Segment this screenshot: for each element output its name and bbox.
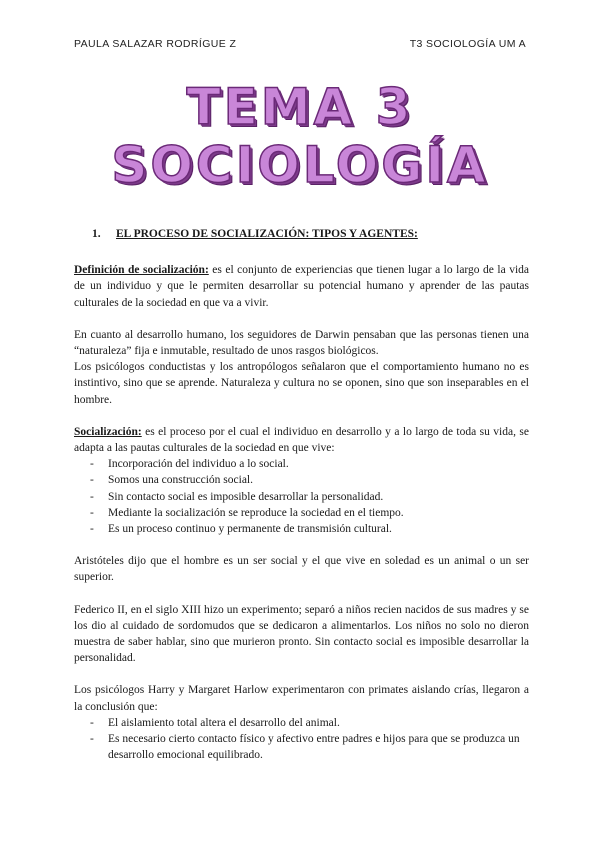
socializacion-paragraph	[74, 424, 529, 456]
list-item: - Incorporación del individuo a lo social.	[74, 456, 529, 472]
list-item: - Es necesario cierto contacto físico y afectivo entre padres e hijos para que se produzca un desarrollo emocional equilibrado.	[74, 731, 529, 763]
socializacion-text: es el proceso por el cual el individuo en desarrollo y a lo largo de toda su vida, se adapta a las pautas culturales de la sociedad en que vive:	[74, 425, 529, 455]
page-header	[74, 38, 526, 50]
section-heading	[92, 226, 529, 242]
conductistas-paragraph: Los psicólogos conductistas y los antropólogos señalaron que el comportamiento humano no es instintivo, sino que se aprende. Naturaleza y cultura no se oponen, sino que son inseparables en el hombre.	[74, 361, 529, 406]
list-item: - Sin contacto social es imposible desarrollar la personalidad.	[74, 489, 529, 505]
definition-paragraph	[74, 262, 529, 311]
darwin-paragraph: En cuanto al desarrollo humano, los seguidores de Darwin pensaban que las personas tienen una “naturaleza” fija e inmutable, resultado de unos rasgos biológicos.	[74, 328, 529, 358]
definition-term: Definición de socialización:	[74, 264, 209, 277]
list-item: - Mediante la socialización se reproduce la sociedad en el tiempo.	[74, 505, 529, 521]
socializacion-term: Socialización:	[74, 425, 142, 438]
harlow-list	[74, 715, 529, 764]
section-heading-text: EL PROCESO DE SOCIALIZACIÓN: TIPOS Y AGENTES:	[116, 228, 418, 240]
list-item: - El aislamiento total altera el desarrollo del animal.	[74, 715, 529, 731]
aristoteles-paragraph: Aristóteles dijo que el hombre es un ser social y el que vive en soledad es un animal o un ser superior.	[74, 555, 529, 584]
list-item: - Es un proceso continuo y permanente de transmisión cultural.	[74, 521, 529, 537]
harlow-paragraph: Los psicólogos Harry y Margaret Harlow experimentaron con primates aislando crías, llegaron a la conclusión que:	[74, 684, 529, 713]
page-title	[0, 78, 600, 194]
author-name: PAULA SALAZAR RODRÍGUE Z	[74, 38, 237, 50]
definition-text: es el conjunto de experiencias que tienen lugar a lo largo de la vida de un individuo y que le permiten desarrollar su potencial humano y aprender de las pautas culturales de la sociedad en que va a vivir.	[74, 264, 530, 309]
socializacion-list	[74, 456, 529, 537]
list-item: - Somos una construcción social.	[74, 472, 529, 488]
federico-paragraph: Federico II, en el siglo XIII hizo un experimento; separó a niños recien nacidos de sus madres y se los dio al cuidado de sordomudos que se dedicaron a alimentarlos. Los niños no solo no dieron muestra de saber hablar, sino que murieron pronto. Sin contacto social es imposible desarrollar la personalidad.	[74, 603, 529, 665]
section-number: 1.	[92, 228, 101, 240]
title-line-1: TEMA 3	[186, 78, 414, 136]
course-label: T3 SOCIOLOGÍA UM A	[409, 38, 526, 50]
title-line-2: SOCIOLOGÍA	[111, 136, 489, 194]
document-body	[74, 226, 529, 763]
